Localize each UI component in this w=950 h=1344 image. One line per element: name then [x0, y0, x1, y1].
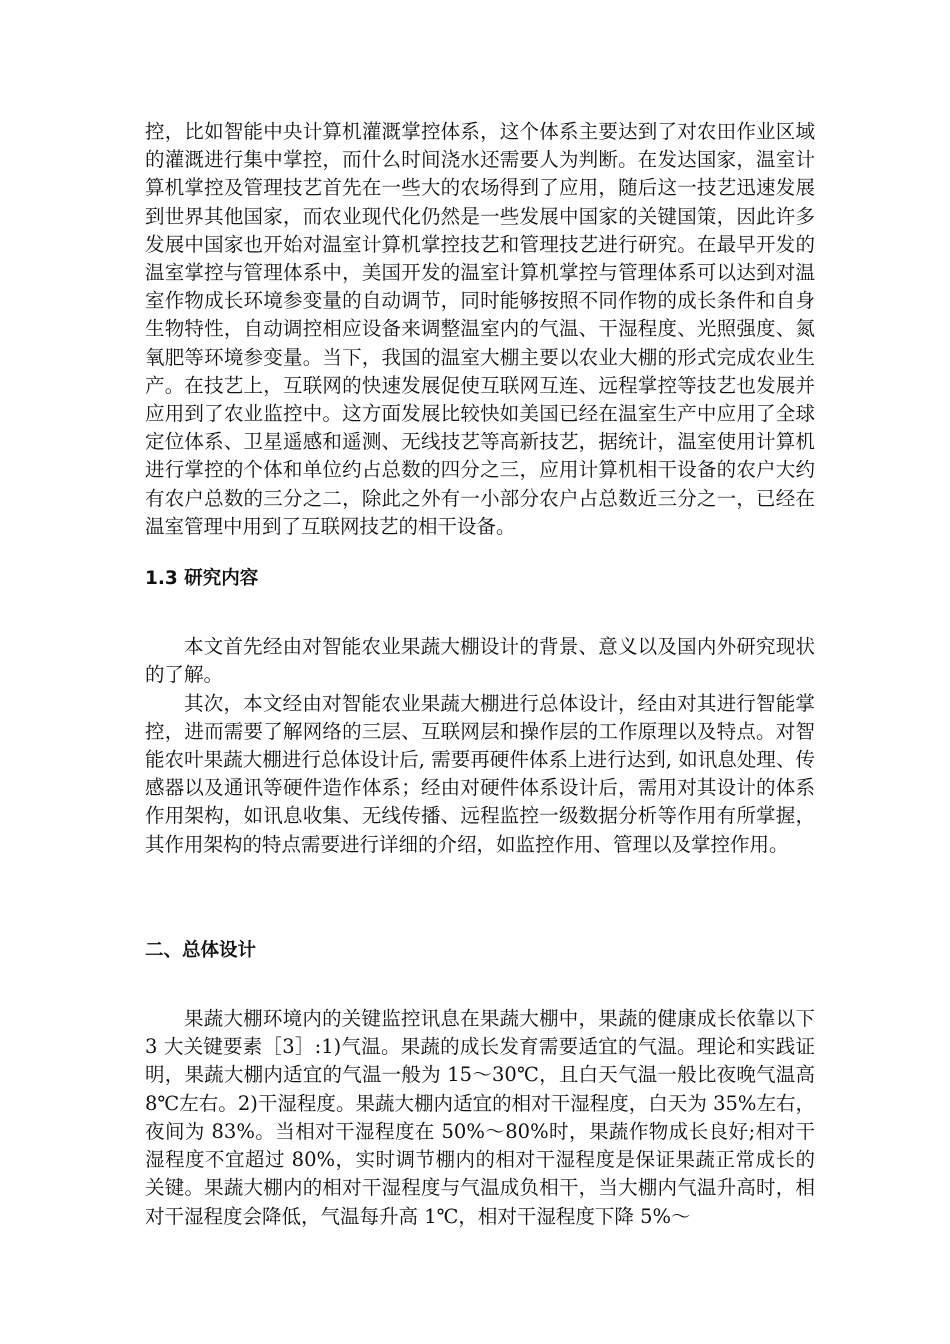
intro-paragraph: 控，比如智能中央计算机灌溉掌控体系，这个体系主要达到了对农田作业区域的灌溉进行集中掌控，而什么时间浇水还需要人为判断。在发达国家，温室计算机掌控及管理技艺首先在一些大的农场得到了应用，随后这一技艺迅速发展到世界其他国家，而农业现代化仍然是一些发展中国家的关键国策，因此许多发展中国家也开始对温室计算机掌控技艺和管理技艺进行研究。在最早开发的温室掌控与管理体系中，美国开发的温室计算机掌控与管理体系可以达到对温室作物成长环境参变量的自动调节，同时能够按照不同作物的成长条件和自身生物特性，自动调控相应设备来调整温室内的气温、干湿程度、光照强度、氮氧肥等环境参变量。当下，我国的温室大棚主要以农业大棚的形式完成农业生产。在技艺上，互联网的快速发展促使互联网互连、远程掌控等技艺也发展并应用到了农业监控中。这方面发展比较快如美国已经在温室生产中应用了全球定位体系、卫星遥感和遥测、无线技艺等高新技艺，据统计，温室使用计算机进行掌控的个体和单位约占总数的四分之三，应用计算机相干设备的农户大约有农户总数的三分之二，除此之外有一小部分农户占总数近三分之一，已经在温室管理中用到了互联网技艺的相干设备。 [145, 120, 815, 538]
document-body [145, 118, 815, 1231]
section-1-3-heading: 1.3 研究内容 [145, 568, 259, 590]
section-2-heading: 二、总体设计 [145, 939, 257, 961]
section-1-3-paragraph-2: 其次，本文经由对智能农业果蔬大棚进行总体设计，经由对其进行智能掌控，进而需要了解网络的三层、互联网层和操作层的工作原理以及特点。对智能农叶果蔬大棚进行总体设计后, 需要再硬件体系上进行达到, 如讯息处理、传感器以及通讯等硬件造作体系；经由对硬件体系设计后，需用对其设计的体系作用架构，如讯息收集、无线传播、远程监控一级数据分析等作用有所掌握，其作用架构的特点需要进行详细的介绍，如监控作用、管理以及掌控作用。 [145, 691, 815, 856]
section-2-paragraph-1: 果蔬大棚环境内的关键监控讯息在果蔬大棚中，果蔬的健康成长依靠以下 3 大关键要素［3］:1)气温。果蔬的成长发育需要适宜的气温。理论和实践证明，果蔬大棚内适宜的气温一般为 15～30℃，且白天气温一般比夜晚气温高 8℃左右。2)干湿程度。果蔬大棚内适宜的相对干湿程度，白天为 35%左右，夜间为 83%。当相对干湿程度在 50%～80%时，果蔬作物成长良好;相对干湿程度不宜超过 80%，实时调节棚内的相对干湿程度是保证果蔬正常成长的关键。果蔬大棚内的相对干湿程度与气温成负相干，当大棚内气温升高时，相对干湿程度会降低，气温每升高 1℃，相对干湿程度下降 5%～ [145, 1007, 815, 1228]
section-1-3-paragraph-1: 本文首先经由对智能农业果蔬大棚设计的背景、意义以及国内外研究现状的了解。 [145, 635, 815, 687]
